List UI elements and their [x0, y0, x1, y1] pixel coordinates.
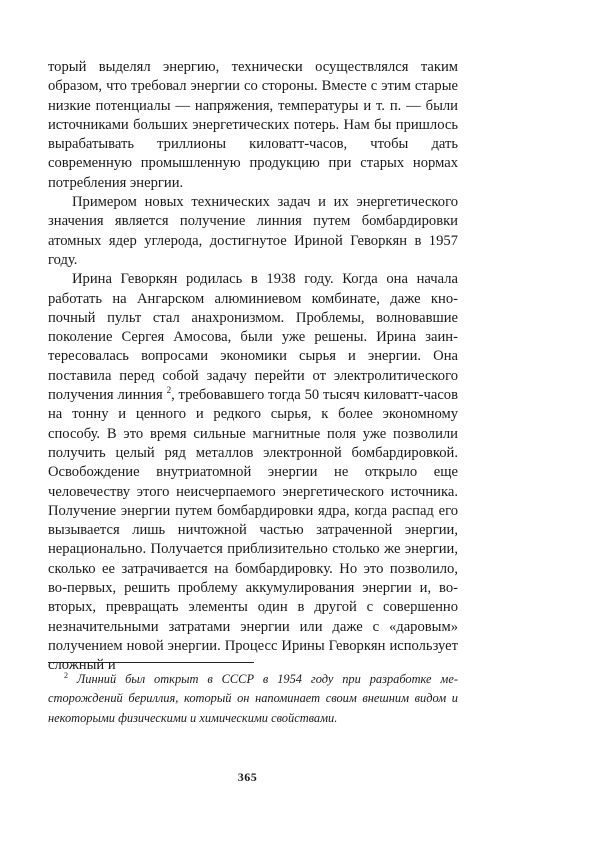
footnote-divider [48, 662, 254, 663]
paragraph-3 [48, 270, 458, 675]
footnote-reference[interactable]: 2 [166, 385, 172, 396]
page-number: 365 [237, 770, 258, 784]
footnote-text: Линний был открыт в СССР в 1954 году при разработке месторождений бериллия, который он напоминает своим внешним видом и некоторыми физическими и химическими свойствами. [48, 672, 458, 725]
paragraph-2: Примером новых технических задач и их энергетического значения является получение линния путем бомбардировки атомных ядер углерода, достигнутое Ириной Геворкян в 1957 году. [48, 194, 458, 268]
paragraph-1: торый выделял энергию, технически осуществлялся таким образом, что требовал энергии со стороны. Вместе с этим старые низкие потенциалы — напряжения, температуры и т. п. — были источниками больших энергетических потерь. Нам бы пришлось вырабатывать триллионы киловатт-часов, чтобы дать современную промышленную продукцию при старых нормах потребления энергии. [48, 59, 458, 191]
footnote-mark: 2 [64, 670, 68, 680]
main-text [48, 58, 458, 676]
paragraph-3-part-1: Ирина Геворкян родилась в 1938 году. Когда она начала работать на Ангарском алюминиевом комбинате, даже кнопочный пульт стал анахронизмом. Проблемы, волновавшие поколение Сергея Амосова, были уже решены. Ирина заинтересовалась вопросами экономики сырья и энергии. Она поставила перед собой задачу перейти от электролитического получения линния [48, 271, 458, 404]
footnote [48, 670, 458, 728]
paragraph-3-part-2: , требовавшего тогда 50 тысяч киловатт-часов на тонну и ценного и редкого сырья, к более экономному способу. В это время сильные магнитные поля уже позволили получить целый ряд металлов электронной бомбардировкой. Освобождение внутриатомной энергии не открыло еще человечеству этого неисчерпаемого энергетического источника. Получение энергии путем бомбардировки ядра, когда распад его вызывается лишь ничтожной частью затраченной энергии, нерационально. Получается приблизительно столько же энергии, сколько ее затрачивается на бомбардировку. Но это позволило, во-первых, решить проблему аккумулирования энергии и, во-вторых, превращать элементы один в другой с совершенно незначительными затратами энергии или даже с «даровым» получением новой энергии. Процесс Ирины Геворкян использует сложный и [48, 387, 458, 674]
